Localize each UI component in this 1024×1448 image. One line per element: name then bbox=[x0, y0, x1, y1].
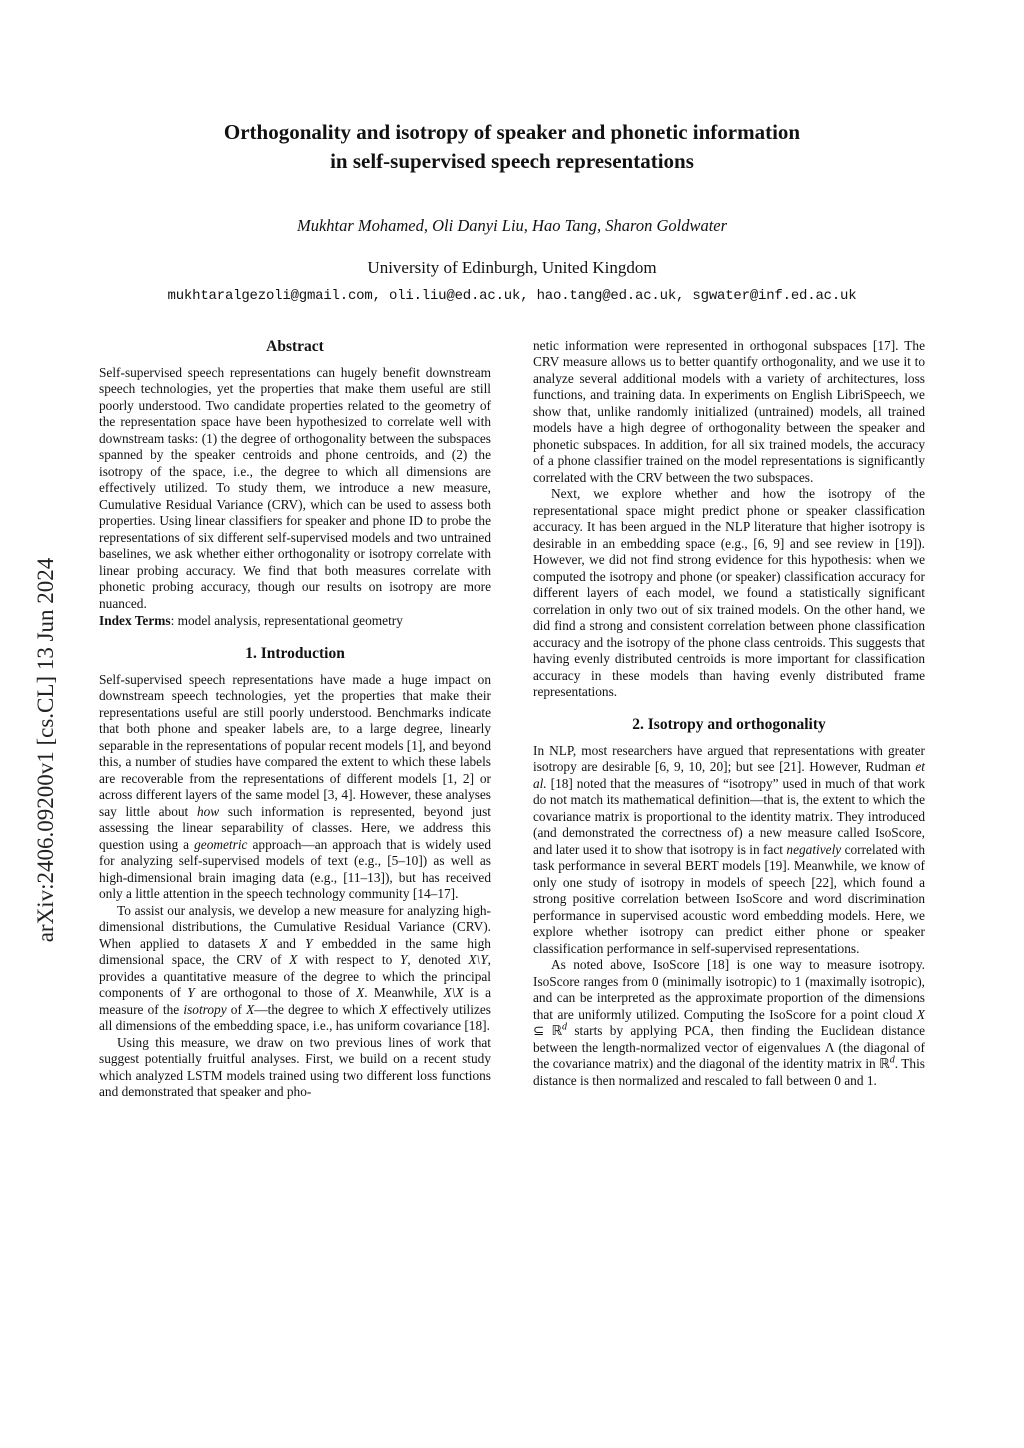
intro-paragraph-3-continued: netic information were represented in orthogonal subspaces [17]. The CRV measure allows us to better quantify orthogonality, and we use it to analyze several additional models with a variety of architectures, loss functions, and training data. In experiments on English LibriSpeech, we show that, unlike randomly initialized (untrained) models, all trained models have a high degree of orthogonality between the speaker and phonetic subspaces. In addition, for all six trained models, the accuracy of a phone classifier trained on the model representations is significantly correlated with the CRV between the two subspaces. bbox=[533, 337, 925, 485]
affiliation: University of Edinburgh, United Kingdom bbox=[367, 257, 657, 277]
abstract-paragraph: Self-supervised speech representations can hugely benefit downstream speech technologies, yet the properties that make them useful are still poorly understood. Two candidate properties related to the geometry of the representation space have been hypothesized to correlate well with downstream tasks: (1) the degree of orthogonality between the subspaces spanned by the speaker centroids and phone centroids, and (2) the isotropy of the space, i.e., the degree to which all dimensions are effectively utilized. To study them, we introduce a new measure, Cumulative Residual Variance (CRV), which can be used to assess both properties. Using linear classifiers for speaker and phone ID to probe the representations of six different self-supervised models and two untrained baselines, we ask whether either orthogonality or isotropy correlate with linear probing accuracy. We find that both measures correlate with phonetic probing accuracy, though our results on isotropy are more nuanced. bbox=[99, 364, 491, 611]
arxiv-identifier-watermark: arXiv:2406.09200v1 [cs.CL] 13 Jun 2024 bbox=[33, 557, 58, 943]
isotropy-paragraph-1: In NLP, most researchers have argued that representations with greater isotropy are desirable [6, 9, 10, 20]; but see [21]. However, Rudman et al. [18] noted that the measures of “isotropy” used in much of that work do not match its mathematical definition—that is, the extent to which the covariance matrix is proportional to the identity matrix. They introduced (and demonstrated the correctness of) a new measure called IsoScore, and later used it to show that isotropy is in fact negatively correlated with task performance in several BERT models [19]. Meanwhile, we know of only one study of isotropy in models of speech [22], which found a strong positive correlation between IsoScore and word discrimination performance in supervised acoustic word embedding models. Here, we explore whether isotropy can predict either phone or speaker classification performance in self-supervised representations. bbox=[533, 742, 925, 956]
section-2-heading: 2. Isotropy and orthogonality bbox=[632, 715, 826, 733]
right-column bbox=[533, 338, 925, 1101]
abstract-heading: Abstract bbox=[266, 337, 324, 355]
intro-paragraph-3: Using this measure, we draw on two previous lines of work that suggest potentially fruitful analyses. First, we build on a recent study which analyzed LSTM models trained using two different loss functions and demonstrated that speaker and pho- bbox=[99, 1034, 491, 1100]
paper-title-line2: in self-supervised speech representations bbox=[330, 148, 694, 173]
author-emails: mukhtaralgezoli@gmail.com, oli.liu@ed.ac.uk, hao.tang@ed.ac.uk, sgwater@inf.ed.ac.uk bbox=[167, 287, 857, 304]
left-column bbox=[99, 338, 491, 1101]
paper-title-line1: Orthogonality and isotropy of speaker and phonetic information bbox=[223, 120, 801, 144]
intro-paragraph-4: Next, we explore whether and how the isotropy of the representational space might predict phone or speaker classification accuracy. It has been argued in the NLP literature that higher isotropy is desirable in an embedding space (e.g., [6, 9] and see review in [19]). However, we did not find strong evidence for this hypothesis: when we computed the isotropy and phone (or speaker) classification accuracy for different layers of each model, we found a statistically significant correlation in only two out of six trained models. On the other hand, we did find a strong and consistent correlation between phone classification accuracy and the isotropy of the phone class centroids. This suggests that having evenly distributed centroids is more important for classification accuracy in these models than having evenly distributed frame representations. bbox=[533, 486, 925, 700]
index-terms: Index Terms: model analysis, representational geometry bbox=[99, 613, 403, 629]
paper-header bbox=[0, 0, 1024, 304]
section-1-heading: 1. Introduction bbox=[245, 644, 345, 662]
two-column-body bbox=[0, 338, 1024, 1101]
paper-title bbox=[0, 118, 1024, 176]
intro-paragraph-1: Self-supervised speech representations have made a huge impact on downstream speech technologies, yet the properties that make their representations useful are still poorly understood. Benchmarks indicate that both phone and speaker labels are, to a large degree, linearly separable in the representations of popular recent models [1], and beyond this, a number of studies have compared the extent to which these labels are recoverable from the representations of different models [1, 2] or across different layers of the same model [3, 4]. However, these analyses say little about how such information is represented, beyond just assessing the linear separability of classes. Here, we address this question using a geometric approach—an approach that is widely used for analyzing self-supervised models of text (e.g., [5–10]) as well as high-dimensional brain imaging data (e.g., [11–13]), but has received only a little attention in the speech technology community [14–17]. bbox=[99, 671, 492, 902]
isotropy-paragraph-2: As noted above, IsoScore [18] is one way to measure isotropy. IsoScore ranges from 0 (minimally isotropic) to 1 (maximally isotropic), and can be interpreted as the approximate proportion of the dimensions that are uniformly utilized. Computing the IsoScore for a point cloud X ⊆ ℝ$^d$ starts by applying PCA, then finding the Euclidean distance between the length-normalized vector of eigenvalues Λ (the diagonal of the covariance matrix) and the diagonal of the identity matrix in ℝ$^d$. This distance is then normalized and rescaled to fall between 0 and 1. bbox=[533, 957, 925, 1088]
intro-paragraph-2: To assist our analysis, we develop a new measure for analyzing high-dimensional distributions, the Cumulative Residual Variance (CRV). When applied to datasets X and Y embedded in the same high dimensional space, the CRV of X with respect to Y, denoted X\Y, provides a quantitative measure of the degree to which the principal components of Y are orthogonal to those of X. Meanwhile, X\X is a measure of the isotropy of X—the degree to which X effectively utilizes all dimensions of the embedding space, i.e., has uniform covariance [18]. bbox=[99, 902, 492, 1034]
author-list: Mukhtar Mohamed, Oli Danyi Liu, Hao Tang, Sharon Goldwater bbox=[296, 215, 728, 235]
